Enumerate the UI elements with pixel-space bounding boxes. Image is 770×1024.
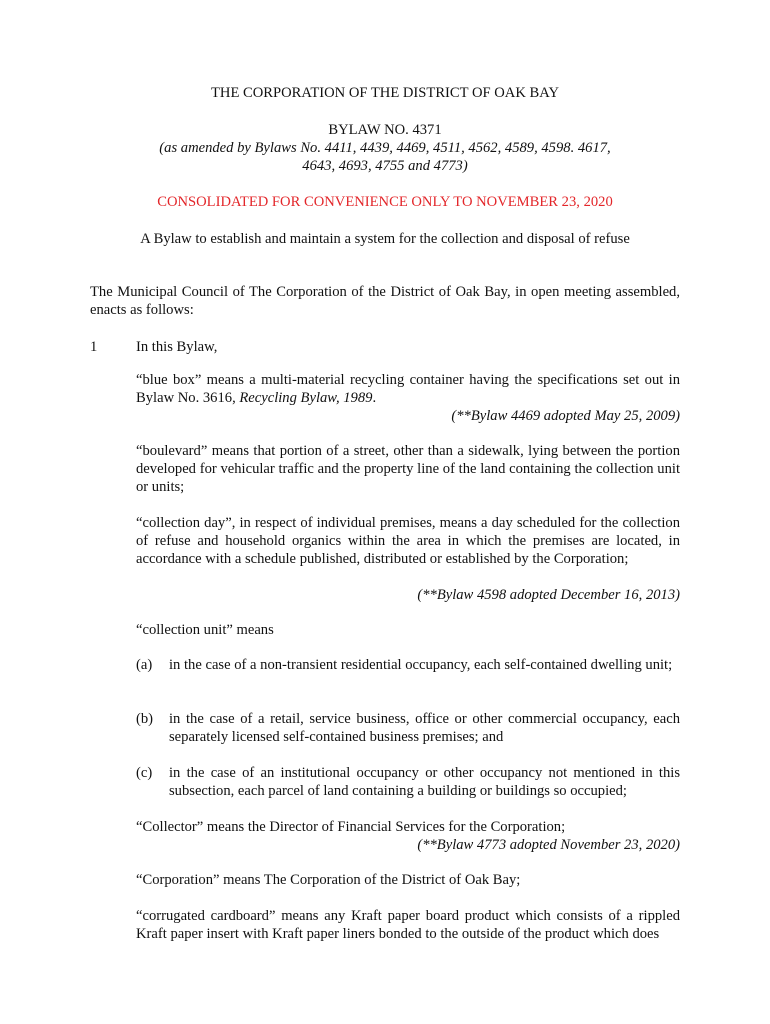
bylaw-number: BYLAW NO. 4371 (328, 122, 442, 138)
subitem-a-text: in the case of a non-transient residential occupancy, each self-contained dwelling unit; (169, 657, 673, 673)
organization-heading: THE CORPORATION OF THE DISTRICT OF OAK BAY (211, 85, 559, 101)
definition-blue-box-end: . (372, 390, 377, 406)
definition-collection-day: “collection day”, in respect of individual premises, means a day scheduled for the collection of refuse and household organics within the area in which the premises are located, in accordance with a schedule published, distributed or established by the Corporation; (136, 515, 680, 567)
amendment-note-4469: (**Bylaw 4469 adopted May 25, 2009) (451, 408, 680, 424)
section-lead: In this Bylaw, (136, 339, 218, 355)
amendment-line-2: 4643, 4693, 4755 and 4773) (302, 158, 468, 174)
subitem-a-label: (a) (136, 657, 153, 673)
subitem-b-label: (b) (136, 711, 154, 727)
subitem-c-text: in the case of an institutional occupancy or other occupancy not mentioned in this subsection, each parcel of land containing a building or buildings so occupied; (169, 765, 680, 799)
bylaw-purpose: A Bylaw to establish and maintain a system for the collection and disposal of refuse (140, 231, 630, 247)
definition-boulevard: “boulevard” means that portion of a street, other than a sidewalk, lying between the portion developed for vehicular traffic and the property line of the land containing the collection unit or units; (136, 443, 680, 495)
definition-corporation: “Corporation” means The Corporation of the District of Oak Bay; (136, 872, 521, 888)
section-number: 1 (90, 339, 98, 355)
amendment-note-4773: (**Bylaw 4773 adopted November 23, 2020) (417, 837, 680, 853)
definition-corrugated-cardboard: “corrugated cardboard” means any Kraft paper board product which consists of a rippled Kraft paper insert with Kraft paper liners bonded to the outside of the product which does (136, 908, 680, 942)
definition-collector: “Collector” means the Director of Financial Services for the Corporation; (136, 819, 566, 835)
definition-blue-box-text: “blue box” means a multi-material recycling container having the specifications set out in Bylaw No. 3616, (136, 372, 680, 406)
consolidation-notice: CONSOLIDATED FOR CONVENIENCE ONLY TO NOVEMBER 23, 2020 (157, 194, 613, 210)
subitem-c-label: (c) (136, 765, 153, 781)
enacting-clause: The Municipal Council of The Corporation of the District of Oak Bay, in open meeting assembled, enacts as follows: (90, 284, 680, 318)
amendment-note-4598: (**Bylaw 4598 adopted December 16, 2013) (417, 587, 680, 603)
amendment-line-1: (as amended by Bylaws No. 4411, 4439, 4469, 4511, 4562, 4589, 4598. 4617, (159, 140, 611, 156)
definition-collection-unit: “collection unit” means (136, 622, 274, 638)
definition-blue-box (136, 371, 680, 407)
definition-blue-box-bylaw-title: Recycling Bylaw, 1989 (239, 390, 373, 406)
subitem-b-text: in the case of a retail, service business, office or other commercial occupancy, each separately licensed self-contained business premises; and (169, 711, 680, 745)
